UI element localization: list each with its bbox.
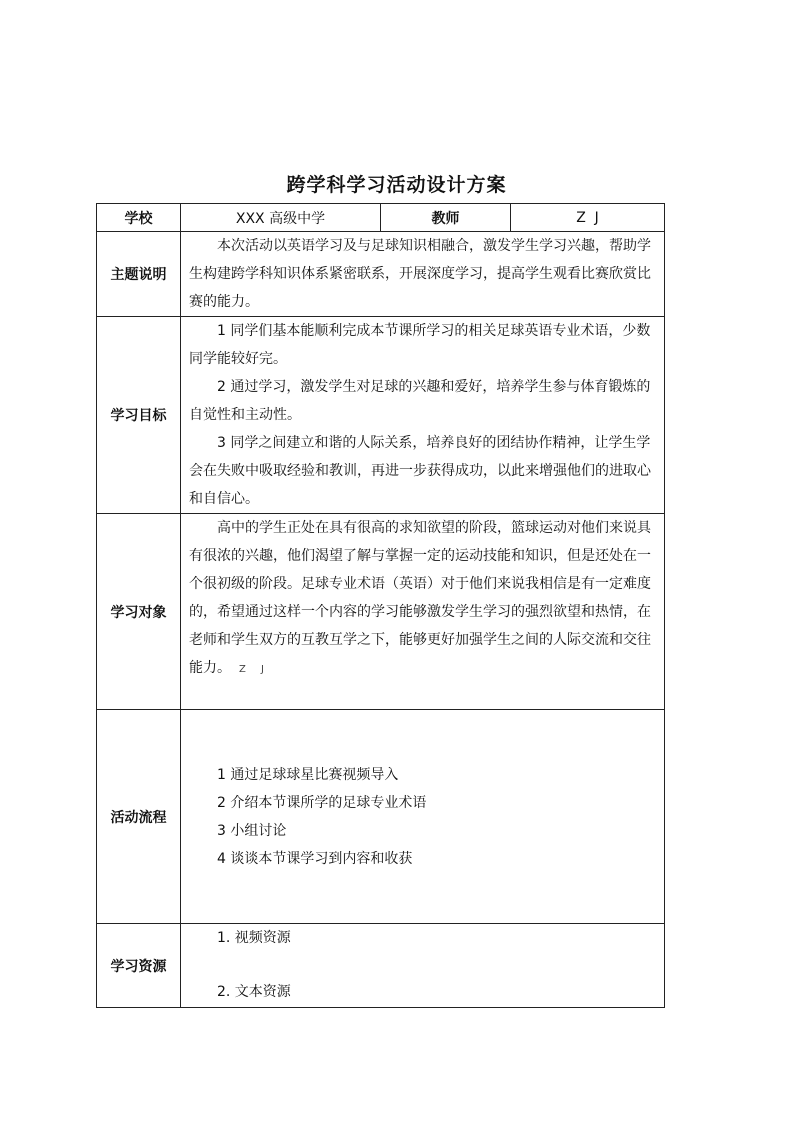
theme-text: 本次活动以英语学习及与足球知识相融合，激发学生学习兴趣，帮助学生构建跨学科知识体系紧密联系，开展深度学习，提高学生观看比赛欣赏比赛的能力。 bbox=[189, 238, 651, 310]
page-title: 跨学科学习活动设计方案 bbox=[286, 174, 507, 196]
school-label: 学校 bbox=[97, 204, 181, 232]
resources-row bbox=[97, 924, 665, 1008]
audience-label: 学习对象 bbox=[97, 514, 181, 710]
school-value: XXX 高级中学 bbox=[181, 204, 381, 232]
resources-label: 学习资源 bbox=[97, 924, 181, 1008]
process-step-1: 1 通过足球球星比赛视频导入 bbox=[217, 766, 399, 783]
audience-text: 高中的学生正处在具有很高的求知欲望的阶段，篮球运动对他们来说具有很浓的兴趣，他们渴望了解与掌握一定的运动技能和知识，但是还处在一个很初级的阶段。足球专业术语（英语）对于他们来说我相信是有一定难度的，希望通过这样一个内容的学习能够激发学生学习的强烈欲望和热情，在老师和学生双方的互教互学之下，能够更好加强学生之间的人际交流和交往能力。 bbox=[189, 520, 651, 676]
plan-table bbox=[96, 203, 665, 1008]
resource-item-1: 1. 视频资源 bbox=[217, 930, 291, 946]
goals-label: 学习目标 bbox=[97, 317, 181, 514]
goal-item-3: 3 同学之间建立和谐的人际关系，培养良好的团结协作精神，让学生学会在失败中吸取经验和教训，再进一步获得成功，以此来增强他们的进取心和自信心。 bbox=[189, 435, 651, 507]
process-step-2: 2 介绍本节课所学的足球专业术语 bbox=[217, 794, 427, 811]
process-label: 活动流程 bbox=[97, 710, 181, 924]
theme-row bbox=[97, 232, 665, 317]
process-step-3: 3 小组讨论 bbox=[217, 822, 287, 839]
resource-item-2: 2. 文本资源 bbox=[217, 984, 291, 1000]
teacher-label: 教师 bbox=[381, 204, 511, 232]
header-row bbox=[97, 204, 665, 232]
teacher-value: Z J bbox=[511, 204, 665, 232]
goal-item-2: 2 通过学习，激发学生对足球的兴趣和爱好，培养学生参与体育锻炼的自觉性和主动性。 bbox=[189, 379, 651, 423]
process-step-4: 4 谈谈本节课学习到内容和收获 bbox=[217, 850, 413, 867]
process-row bbox=[97, 710, 665, 924]
audience-mark: Z J bbox=[239, 664, 270, 675]
audience-row bbox=[97, 514, 665, 710]
goals-row bbox=[97, 317, 665, 514]
goal-item-1: 1 同学们基本能顺利完成本节课所学习的相关足球英语专业术语，少数同学能较好完。 bbox=[189, 323, 651, 367]
theme-label: 主题说明 bbox=[97, 232, 181, 317]
